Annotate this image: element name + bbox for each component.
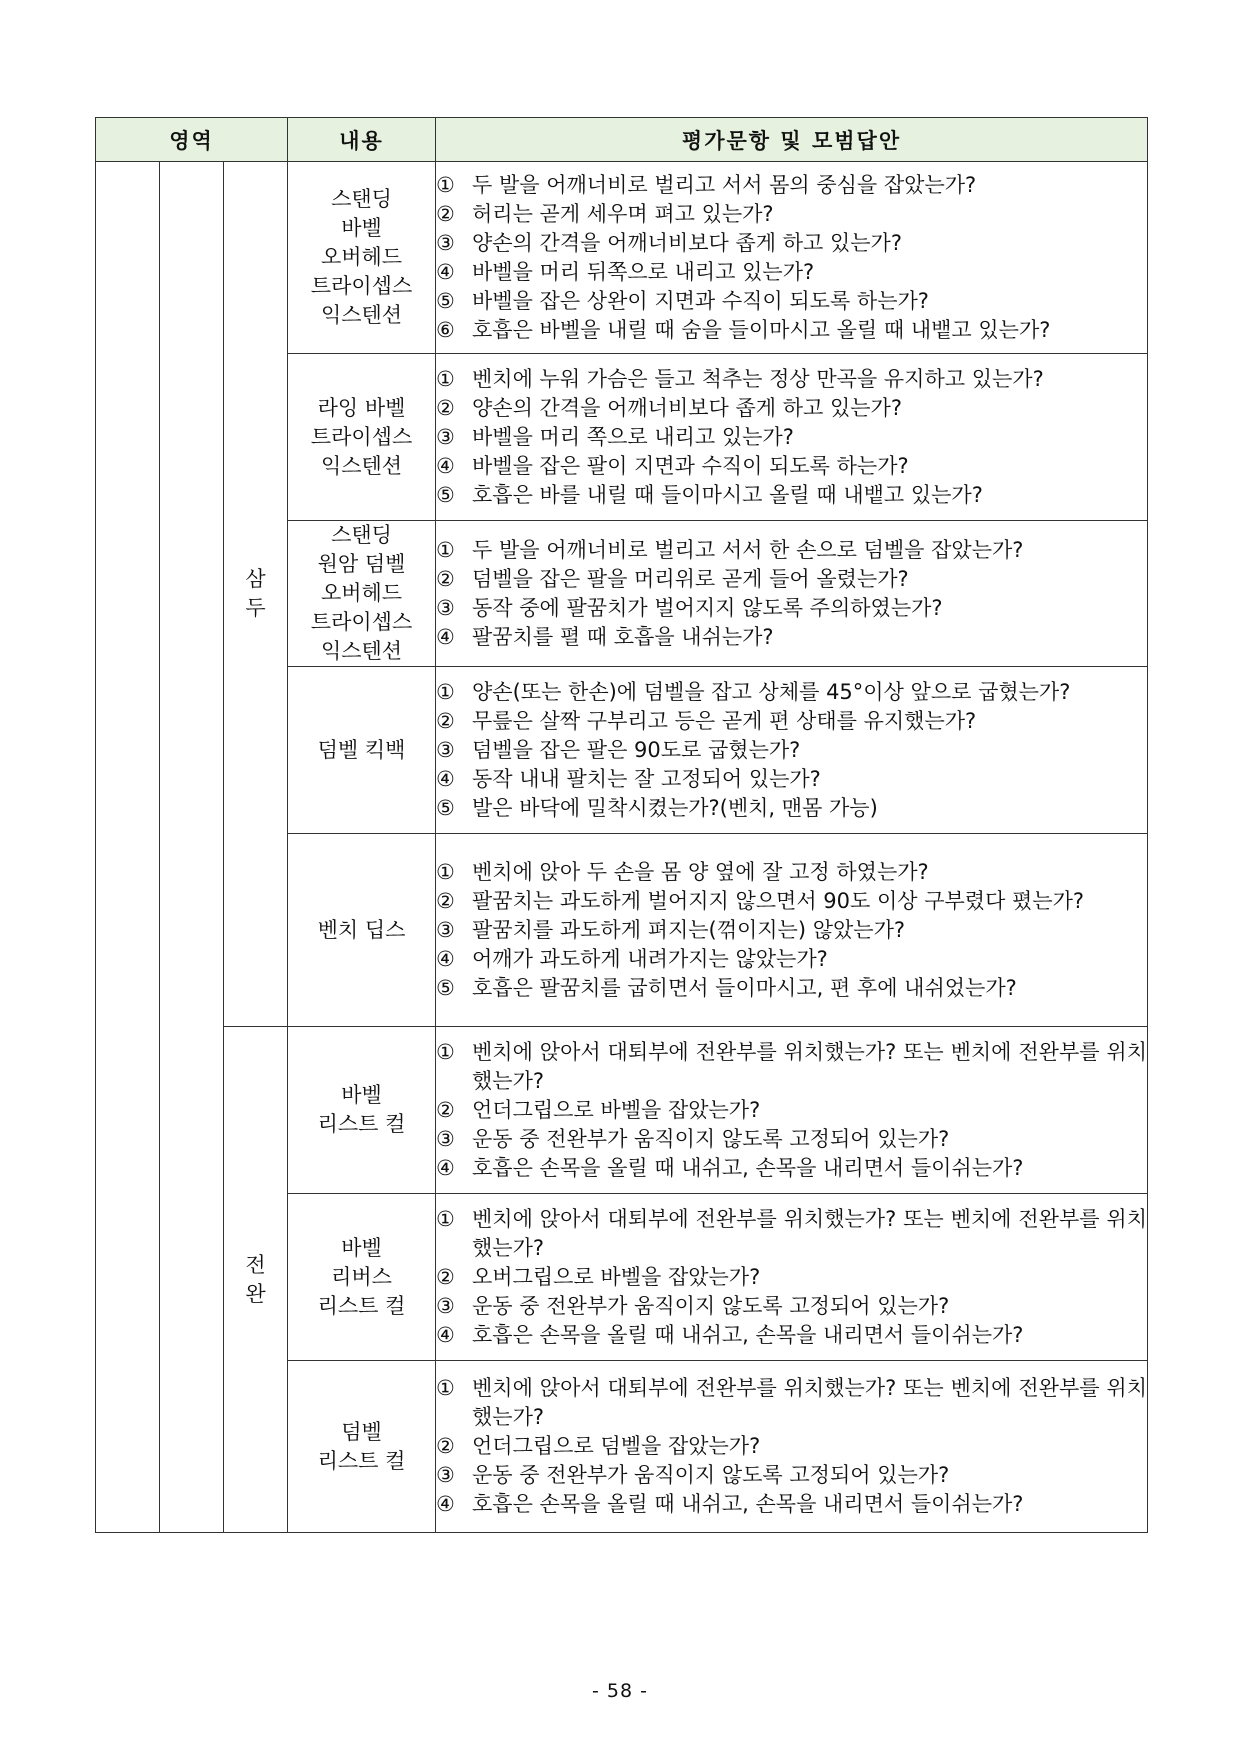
criteria-item [436,887,1147,916]
exercise-name-line: 스탠딩 [331,187,392,211]
exercise-name-line: 원암 덤벨 [317,552,406,576]
criteria-item [436,1154,1147,1183]
criteria-item [436,316,1147,345]
criteria-number: ④ [436,1322,455,1347]
criteria-number: ② [436,1097,455,1122]
criteria-item [436,765,1147,794]
criteria-text: 운동 중 전완부가 움직이지 않도록 고정되어 있는가? [472,1126,950,1151]
criteria-number: ④ [436,946,455,971]
criteria-item [436,1321,1147,1350]
exercise-name-line: 벤치 딥스 [317,917,406,942]
criteria-number: ⑤ [436,288,455,313]
blank-col-2 [160,162,224,1533]
criteria-number: ② [436,566,455,591]
criteria-cell [436,162,1148,354]
area-char: 삼 [245,567,266,591]
criteria-item [436,1490,1147,1519]
criteria-text: 바벨을 머리 쪽으로 내리고 있는가? [472,424,794,449]
evaluation-table [95,117,1148,1533]
exercise-name-line: 스탠딩 [331,523,392,547]
exercise-name-line: 익스텐션 [320,453,403,478]
criteria-number: ④ [436,259,455,284]
criteria-item [436,736,1147,765]
criteria-item [436,1096,1147,1125]
criteria-number: ② [436,708,455,733]
exercise-name-cell [288,162,436,354]
header-area: 영역 [96,118,288,162]
area-char: 완 [245,1281,266,1306]
page-number: - 58 - [592,1680,648,1702]
criteria-number: ⑤ [436,795,455,820]
criteria-text: 발은 바닥에 밀착시켰는가?(벤치, 맨몸 가능) [472,795,878,820]
exercise-name-line: 덤벨 [341,1419,382,1444]
criteria-item [436,974,1147,1003]
criteria-number: ④ [436,1155,455,1180]
criteria-number: ② [436,395,455,420]
criteria-text: 허리는 곧게 세우며 펴고 있는가? [472,201,774,226]
criteria-number: ② [436,888,455,913]
criteria-number: ⑤ [436,975,455,1000]
exercise-name-line: 트라이셉스 [310,424,413,449]
criteria-number: ③ [436,1463,455,1487]
criteria-number: ⑥ [436,317,455,342]
table-row [96,162,1148,354]
area-char: 전 [245,1252,266,1277]
criteria-number: ④ [436,1492,455,1516]
criteria-number: ① [436,1039,455,1064]
criteria-number: ④ [436,624,455,649]
criteria-number: ③ [436,1293,455,1318]
exercise-name-line: 라잉 바벨 [317,395,406,420]
criteria-text: 바벨을 머리 뒤쪽으로 내리고 있는가? [472,259,815,284]
criteria-number: ③ [436,230,455,255]
blank-col-1 [96,162,160,1533]
criteria-text: 팔꿈치를 과도하게 펴지는(꺾이지는) 않았는가? [472,917,906,942]
area-char: 두 [245,596,266,620]
criteria-item [436,481,1147,510]
criteria-item [436,1205,1147,1263]
criteria-item [436,1263,1147,1292]
criteria-text: 두 발을 어깨너비로 벌리고 서서 한 손으로 덤벨을 잡았는가? [472,537,1024,562]
exercise-name-line: 리스트 컬 [317,1293,406,1318]
criteria-number: ③ [436,737,455,762]
exercise-name-line: 바벨 [341,216,382,240]
criteria-text: 호흡은 손목을 올릴 때 내쉬고, 손목을 내리면서 들이쉬는가? [472,1322,1024,1347]
criteria-text: 두 발을 어깨너비로 벌리고 서서 몸의 중심을 잡았는가? [472,172,977,197]
area-cell [224,162,288,1027]
criteria-item [436,536,1147,565]
exercise-name-line: 오버헤드 [320,581,403,605]
table-body [96,162,1148,1533]
exercise-name-line: 리버스 [331,1264,392,1289]
exercise-name-line: 트라이셉스 [310,274,413,298]
criteria-text: 벤치에 앉아서 대퇴부에 전완부를 위치했는가? 또는 벤치에 전완부를 위치했는가? [472,1206,1148,1260]
exercise-name-line: 익스텐션 [320,303,403,327]
criteria-cell [436,1027,1148,1194]
criteria-item [436,258,1147,287]
criteria-text: 벤치에 앉아서 대퇴부에 전완부를 위치했는가? 또는 벤치에 전완부를 위치했는가? [472,1039,1148,1093]
criteria-number: ⑤ [436,482,455,507]
criteria-item [436,945,1147,974]
criteria-number: ② [436,1264,455,1289]
criteria-text: 동작 중에 팔꿈치가 벌어지지 않도록 주의하였는가? [472,595,943,620]
criteria-item [436,229,1147,258]
criteria-text: 양손의 간격을 어깨너비보다 좁게 하고 있는가? [472,395,902,420]
criteria-text: 양손의 간격을 어깨너비보다 좁게 하고 있는가? [472,230,902,255]
criteria-item [436,287,1147,316]
criteria-number: ① [436,859,455,884]
criteria-number: ② [436,201,455,226]
header-content: 내용 [288,118,436,162]
criteria-text: 양손(또는 한손)에 덤벨을 잡고 상체를 45°이상 앞으로 굽혔는가? [472,679,1071,704]
criteria-number: ① [436,366,455,391]
exercise-name-line: 트라이셉스 [310,610,413,634]
criteria-number: ① [436,679,455,704]
exercise-name-cell [288,354,436,521]
exercise-name-cell [288,1361,436,1533]
exercise-name-line: 덤벨 킥백 [317,737,406,762]
criteria-item [436,858,1147,887]
criteria-cell [436,354,1148,521]
criteria-text: 무릎은 살짝 구부리고 등은 곧게 편 상태를 유지했는가? [472,708,977,733]
header-criteria: 평가문항 및 모범답안 [436,118,1148,162]
criteria-item [436,707,1147,736]
criteria-text: 벤치에 누워 가슴은 들고 척추는 정상 만곡을 유지하고 있는가? [472,366,1044,391]
criteria-item [436,1125,1147,1154]
exercise-name-line: 바벨 [341,1083,382,1107]
criteria-text: 동작 내내 팔치는 잘 고정되어 있는가? [472,766,821,791]
criteria-cell [436,1194,1148,1361]
criteria-text: 호흡은 팔꿈치를 굽히면서 들이마시고, 편 후에 내쉬었는가? [472,975,1017,1000]
criteria-item [436,1432,1147,1461]
criteria-cell [436,1361,1148,1533]
criteria-number: ② [436,1434,455,1458]
criteria-text: 팔꿈치를 펼 때 호흡을 내쉬는가? [472,624,774,649]
criteria-item [436,1461,1147,1490]
exercise-name-cell [288,1027,436,1194]
criteria-item [436,423,1147,452]
criteria-number: ① [436,537,455,562]
criteria-number: ① [436,1206,455,1231]
criteria-item [436,623,1147,652]
criteria-text: 벤치에 앉아서 대퇴부에 전완부를 위치했는가? 또는 벤치에 전완부를 위치했는가? [472,1376,1148,1429]
criteria-text: 오버그립으로 바벨을 잡았는가? [472,1264,761,1289]
exercise-name-line: 익스텐션 [320,639,403,663]
criteria-item [436,1292,1147,1321]
exercise-name-line: 오버헤드 [320,245,403,269]
exercise-name-line: 리스트 컬 [317,1448,406,1473]
criteria-text: 덤벨을 잡은 팔은 90도로 굽혔는가? [472,737,801,762]
criteria-item [436,565,1147,594]
criteria-text: 팔꿈치는 과도하게 벌어지지 않으면서 90도 이상 구부렸다 폈는가? [472,888,1085,913]
header-row [96,118,1148,162]
exercise-name-cell [288,1194,436,1361]
criteria-item [436,452,1147,481]
criteria-text: 호흡은 손목을 올릴 때 내쉬고, 손목을 내리면서 들이쉬는가? [472,1155,1024,1180]
exercise-name-line: 바벨 [341,1235,382,1260]
criteria-cell [436,667,1148,834]
criteria-text: 호흡은 손목을 올릴 때 내쉬고, 손목을 내리면서 들이쉬는가? [472,1492,1024,1516]
criteria-item [436,594,1147,623]
criteria-cell [436,521,1148,667]
criteria-text: 운동 중 전완부가 움직이지 않도록 고정되어 있는가? [472,1293,950,1318]
criteria-text: 호흡은 바를 내릴 때 들이마시고 올릴 때 내뱉고 있는가? [472,482,983,507]
criteria-item [436,365,1147,394]
criteria-item [436,394,1147,423]
area-cell [224,1027,288,1533]
criteria-item [436,794,1147,823]
criteria-number: ③ [436,1126,455,1151]
criteria-number: ④ [436,453,455,478]
criteria-item [436,171,1147,200]
exercise-name-cell [288,667,436,834]
criteria-number: ③ [436,917,455,942]
criteria-number: ① [436,172,455,197]
criteria-text: 바벨을 잡은 상완이 지면과 수직이 되도록 하는가? [472,288,929,313]
criteria-text: 덤벨을 잡은 팔을 머리위로 곧게 들어 올렸는가? [472,566,909,591]
criteria-number: ③ [436,595,455,620]
criteria-text: 호흡은 바벨을 내릴 때 숨을 들이마시고 올릴 때 내뱉고 있는가? [472,317,1051,342]
criteria-text: 어깨가 과도하게 내려가지는 않았는가? [472,946,828,971]
criteria-text: 벤치에 앉아 두 손을 몸 양 옆에 잘 고정 하였는가? [472,859,929,884]
criteria-number: ① [436,1376,455,1400]
criteria-cell [436,834,1148,1027]
criteria-text: 언더그립으로 덤벨을 잡았는가? [472,1434,761,1458]
criteria-item [436,1038,1147,1096]
criteria-text: 운동 중 전완부가 움직이지 않도록 고정되어 있는가? [472,1463,950,1487]
exercise-name-line: 리스트 컬 [317,1112,406,1136]
criteria-text: 언더그립으로 바벨을 잡았는가? [472,1097,761,1122]
criteria-number: ③ [436,424,455,449]
table-row [96,1027,1148,1194]
criteria-item [436,200,1147,229]
criteria-item [436,916,1147,945]
criteria-item [436,678,1147,707]
criteria-text: 바벨을 잡은 팔이 지면과 수직이 되도록 하는가? [472,453,909,478]
criteria-number: ④ [436,766,455,791]
exercise-name-cell [288,834,436,1027]
criteria-item [436,1374,1147,1432]
exercise-name-cell [288,521,436,667]
